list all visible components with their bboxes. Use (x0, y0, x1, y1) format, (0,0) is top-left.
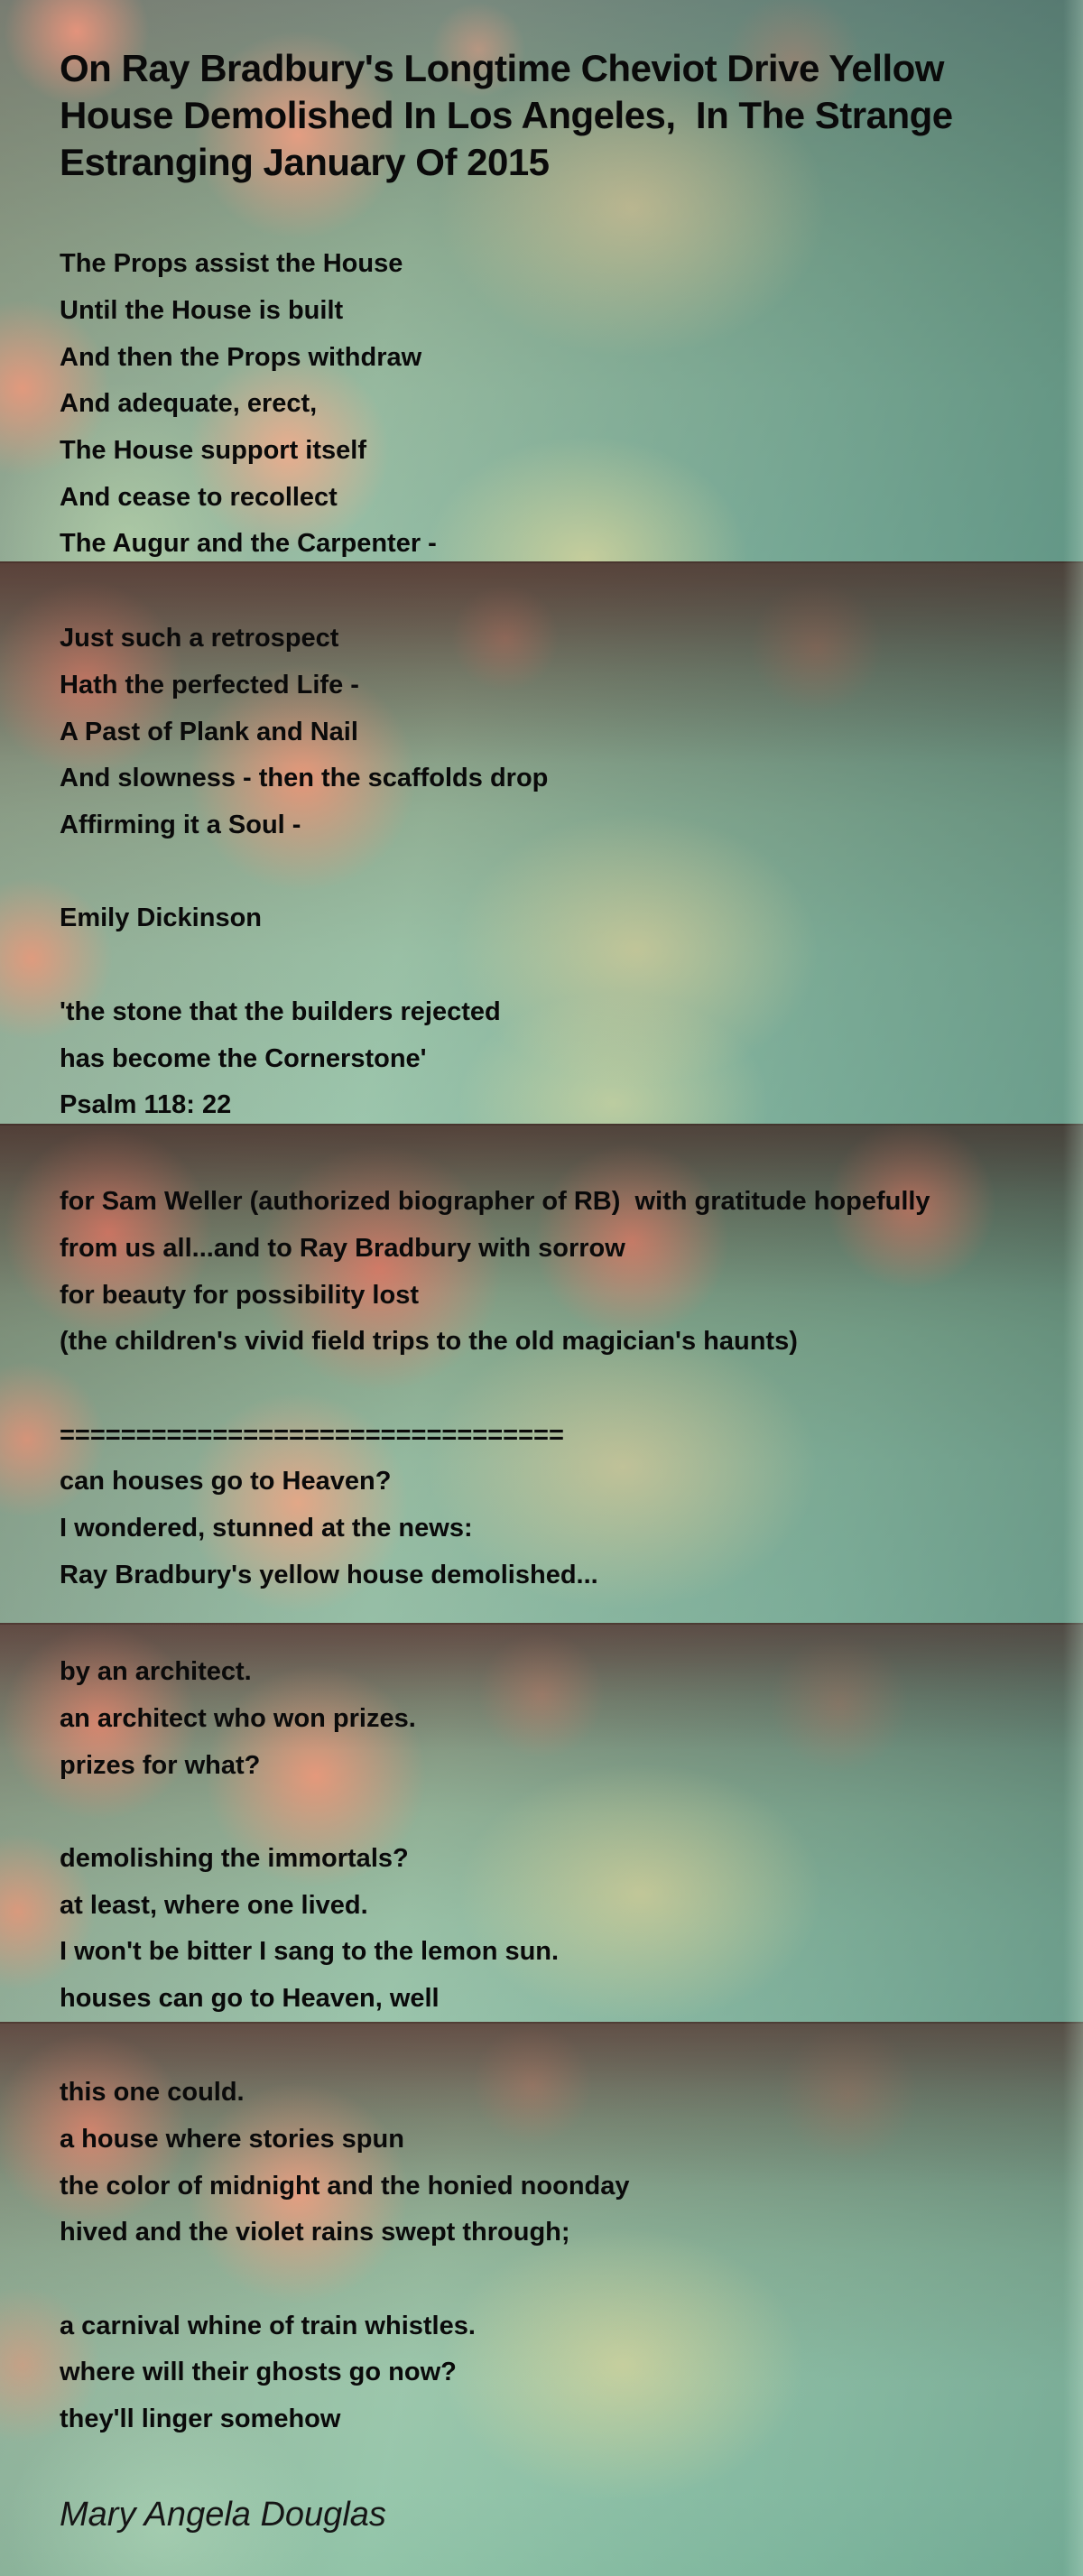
poem-author: Mary Angela Douglas (60, 2495, 386, 2534)
poem-line: And cease to recollect (60, 482, 338, 512)
poem-title-line: On Ray Bradbury's Longtime Cheviot Drive Yellow (60, 47, 944, 89)
poem-section-2 (0, 561, 1083, 1124)
poem-line: Hath the perfected Life - (60, 671, 359, 700)
poem-line: by an architect. (60, 1657, 252, 1687)
poem-line: they'll linger somehow (60, 2405, 341, 2434)
poem-line: from us all...and to Ray Bradbury with sorrow (60, 1234, 625, 1264)
poem-section-3 (0, 1124, 1083, 1623)
poem-line: Affirming it a Soul - (60, 811, 301, 840)
poem-title-line: House Demolished In Los Angeles, In The Strange (60, 94, 953, 136)
poem-line: for beauty for possibility lost (60, 1280, 419, 1310)
poem-line: The Augur and the Carpenter - (60, 529, 437, 559)
poem-line: can houses go to Heaven? (60, 1467, 392, 1496)
poem-line: at least, where one lived. (60, 1890, 368, 1920)
poem-line: this one could. (60, 2078, 245, 2108)
poem-line: Emily Dickinson (60, 903, 263, 933)
poem-section-1 (0, 0, 1083, 561)
poem-line: I won't be bitter I sang to the lemon sun. (60, 1937, 560, 1967)
poem-line: A Past of Plank and Nail (60, 717, 358, 746)
poem-line: And slowness - then the scaffolds drop (60, 764, 549, 793)
poem-line: where will their ghosts go now? (60, 2358, 457, 2387)
poem-line: for Sam Weller (authorized biographer of RB) with gratitude hopefully (60, 1187, 930, 1217)
poem-line: ================================= (60, 1420, 564, 1450)
poem-line: And then the Props withdraw (60, 342, 422, 372)
poem-line (60, 1789, 1056, 1836)
stanza-3 (60, 1179, 1056, 1598)
poem-line: hived and the violet rains swept through; (60, 2218, 570, 2247)
poem-line (60, 1366, 1056, 1413)
poem-line: an architect who won prizes. (60, 1704, 416, 1734)
poem-section-4 (0, 1623, 1083, 2022)
poem-title-line: Estranging January Of 2015 (60, 141, 550, 183)
stanza-4 (60, 1649, 1056, 2022)
poem-line: a carnival whine of train whistles. (60, 2311, 476, 2340)
poem-line: The House support itself (60, 436, 366, 466)
stanza-5 (60, 2070, 1056, 2443)
poem-line (60, 942, 1056, 989)
poem-line (60, 848, 1056, 895)
poem-line: (the children's vivid field trips to the old magician's haunts) (60, 1327, 798, 1357)
poem-line: The Props assist the House (60, 249, 403, 279)
poem-line: the color of midnight and the honied noonday (60, 2171, 630, 2201)
poem-section-5 (0, 2022, 1083, 2576)
stanza-1 (60, 241, 1056, 561)
poem-line: prizes for what? (60, 1750, 261, 1780)
poem-title (60, 45, 1047, 186)
poem-line: I wondered, stunned at the news: (60, 1514, 473, 1543)
poem-line: demolishing the immortals? (60, 1844, 409, 1874)
poem-line: Just such a retrospect (60, 624, 339, 653)
poem-line: Ray Bradbury's yellow house demolished... (60, 1560, 598, 1589)
poem-line: Until the House is built (60, 296, 344, 326)
poem-line: And adequate, erect, (60, 389, 318, 419)
poem-line: houses can go to Heaven, well (60, 1984, 440, 2014)
poem-line: Psalm 118: 22 (60, 1090, 232, 1120)
stanza-2 (60, 616, 1056, 1124)
poem-line: 'the stone that the builders rejected (60, 996, 501, 1026)
poem-line: a house where stories spun (60, 2125, 404, 2154)
poem-line (60, 2256, 1056, 2303)
poem-line: has become the Cornerstone' (60, 1043, 427, 1073)
